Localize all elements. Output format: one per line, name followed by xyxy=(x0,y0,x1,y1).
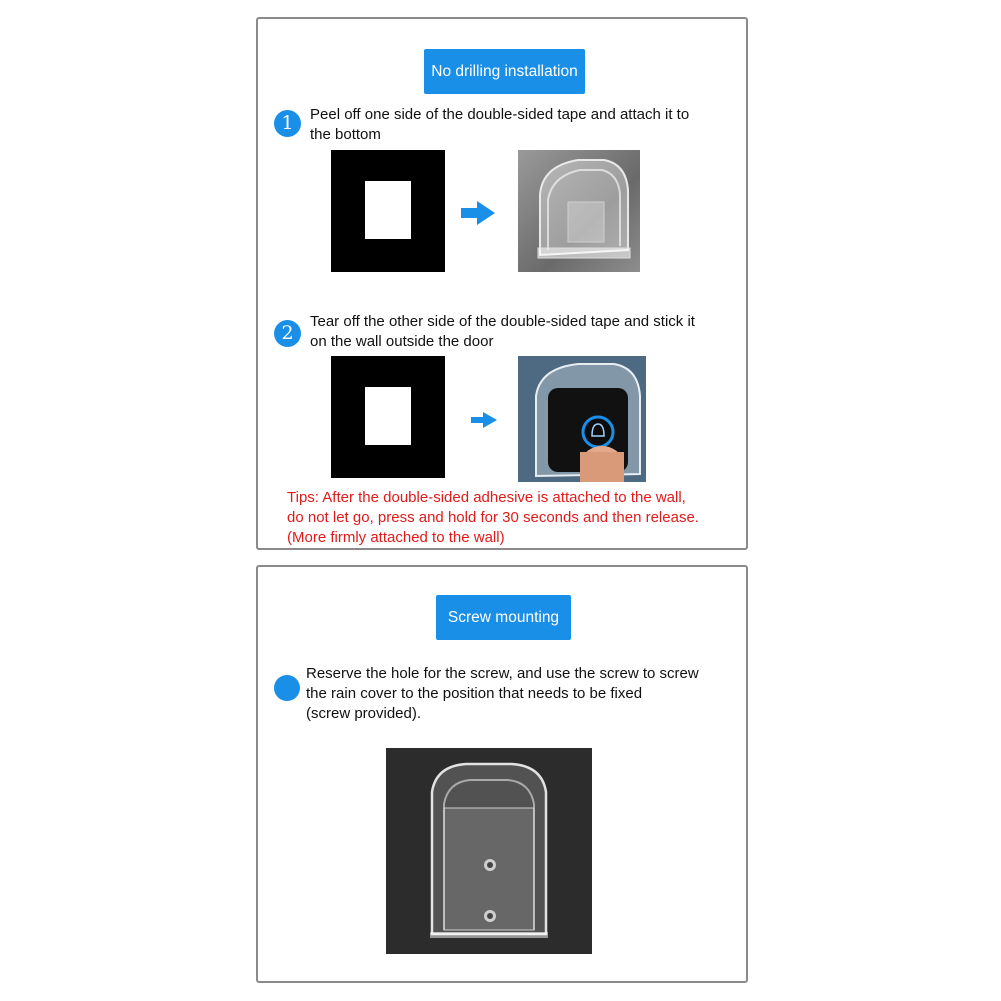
screw-mounting-title: Screw mounting xyxy=(436,595,571,640)
step-1-text xyxy=(310,105,740,145)
screw-step-line-1: Reserve the hole for the screw, and use the screw to screw xyxy=(306,665,699,682)
arrow-right-icon xyxy=(471,412,497,428)
step-1-number-icon: 1 xyxy=(274,110,301,137)
arrow-right-icon xyxy=(461,201,495,225)
step-2-text xyxy=(310,312,740,352)
screw-step-line-3: (screw provided). xyxy=(306,705,422,722)
step-1-line-1: Peel off one side of the double-sided tape and attach it to xyxy=(310,106,690,123)
no-drilling-panel xyxy=(256,17,748,550)
rain-cover-photo xyxy=(518,150,640,272)
tips-line-1: Tips: After the double-sided adhesive is attached to the wall, xyxy=(287,489,686,506)
tape-illustration-1 xyxy=(331,150,445,272)
tips-line-2: do not let go, press and hold for 30 seconds and then release. xyxy=(287,509,699,526)
step-2-number-icon: 2 xyxy=(274,320,301,347)
no-drilling-title: No drilling installation xyxy=(424,49,585,94)
bullet-dot-icon xyxy=(274,675,300,701)
tips-note xyxy=(287,488,742,548)
tape-illustration-2 xyxy=(331,356,445,478)
tips-line-3: (More firmly attached to the wall) xyxy=(287,529,505,546)
screw-step-line-2: the rain cover to the position that needs to be fixed xyxy=(306,685,643,702)
screw-step-text xyxy=(306,664,746,724)
screw-mounting-panel xyxy=(256,565,748,983)
step-1-line-2: the bottom xyxy=(310,126,381,143)
step-2-line-2: on the wall outside the door xyxy=(310,333,494,350)
screw-mounted-cover-photo xyxy=(386,748,592,954)
doorbell-with-cover-photo xyxy=(518,356,646,482)
step-2-line-1: Tear off the other side of the double-sided tape and stick it xyxy=(310,313,695,330)
